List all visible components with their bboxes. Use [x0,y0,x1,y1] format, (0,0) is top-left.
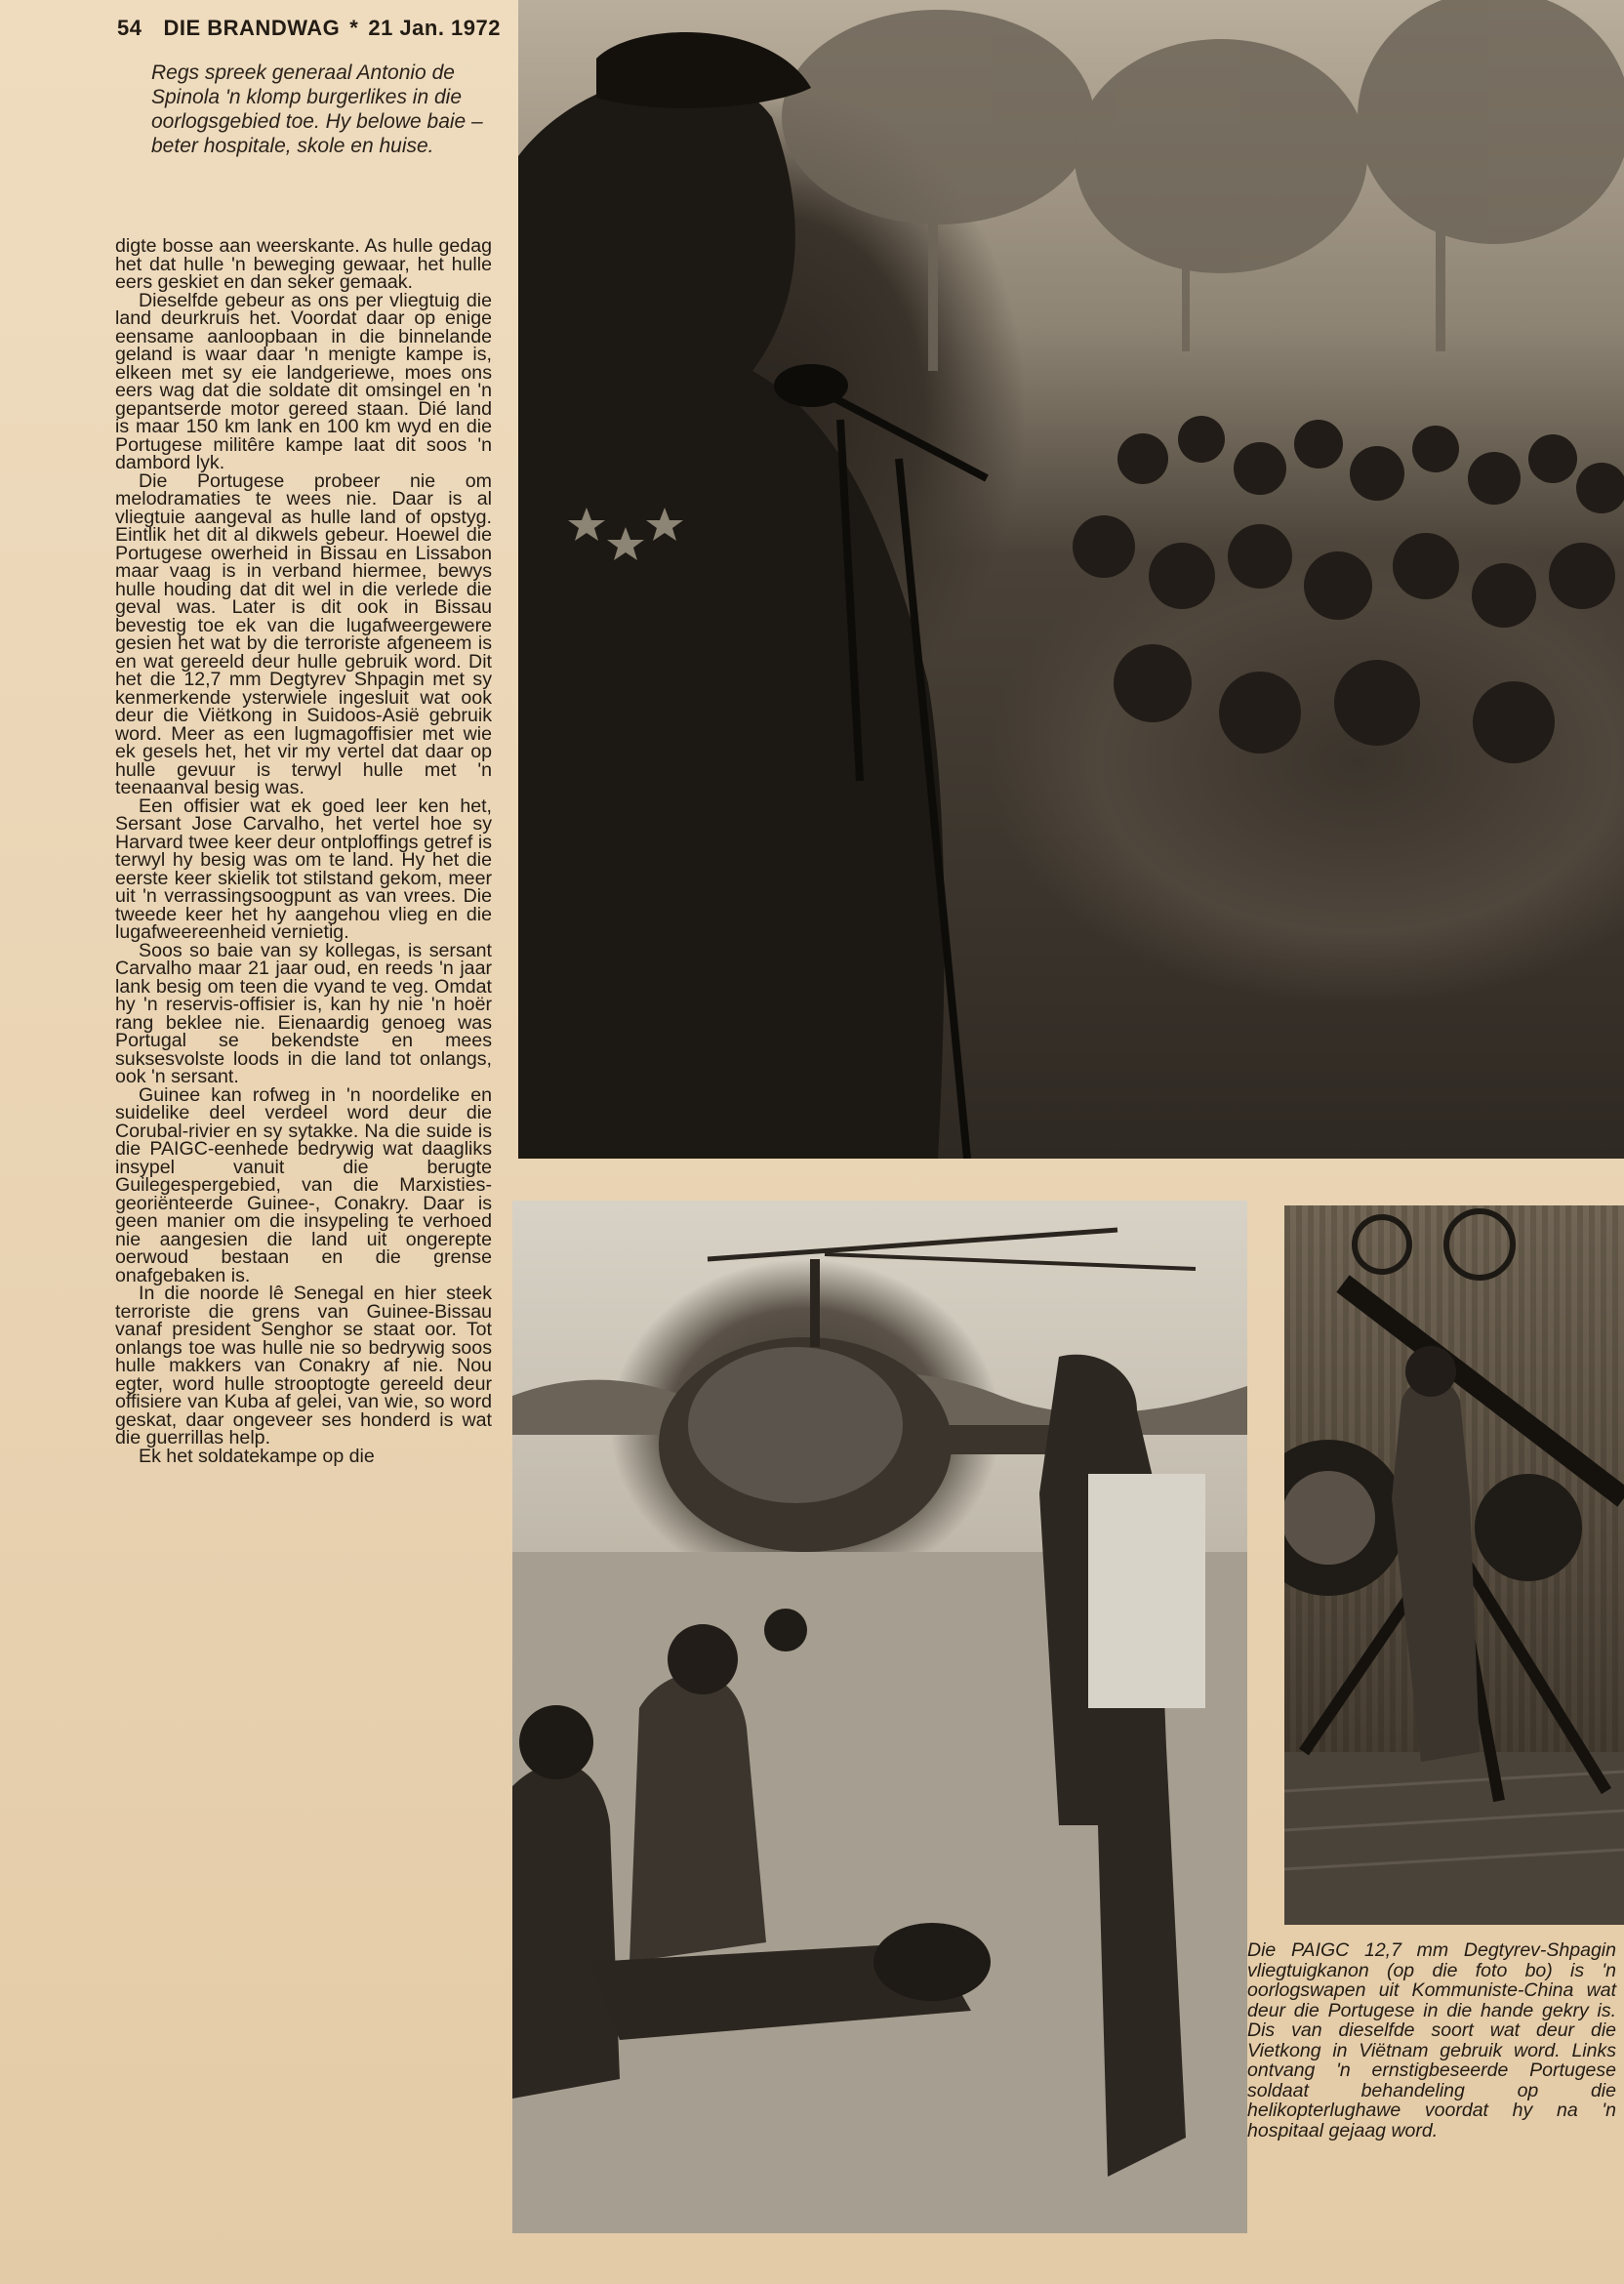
article-paragraph: Die Portugese probeer nie om melodramaties te wees nie. Daar is al vliegtuie aangeval as hulle land of opstyg. Eintlik het dit al dikwels gebeur. Hoewel die Portugese owerheid in Bissau en Lissabon maar vaag is in verband hiermee, bewys hulle houding dat dit wel in die verlede die geval was. Later is dit ook in Bissau bevestig toe ek van die lugafweergewere gesien het wat by die terroriste afgeneem is en wat gereeld deur hulle gebruik word. Dit het die 12,7 mm Degtyrev Shpagin met sy kenmerkende ysterwiele ingesluit wat ook deur die Viëtkong in Suidoos-Asië gebruik word. Meer as een lugmagoffisier met wie ek gesels het, het vir my vertel dat daar op hulle gevuur is terwyl hulle met 'n teenaanval besig was. [115,469,492,798]
gun-photo-caption: Die PAIGC 12,7 mm Degtyrev-Shpagin vliegtuigkanon (op die foto bo) is 'n oorlogswapen uit Kommuniste-China wat deur die Portugese in die hande gekry is. Dis van dieselfde soort wat deur die Vietkong in Viëtnam gebruik word. Links ontvang 'n ernstigbeseerde Portugese soldaat behandeling op die helikopterlughawe voordat hy na 'n hospitaal gejaag word. [1247,1939,1616,2141]
general-speaking-illustration [518,0,1624,1159]
page-header [117,12,537,45]
general-speaking-photo [518,0,1624,1159]
article-paragraph: digte bosse aan weerskante. As hulle gedag het dat hulle 'n beweging gewaar, het hulle eers geskiet en dan seker gemaak. [115,235,492,293]
helicopter-scene-illustration [512,1201,1247,2233]
publication-name: DIE BRANDWAG [163,16,341,40]
article-paragraph: Soos so baie van sy kollegas, is sersant Carvalho maar 21 jaar oud, en reeds 'n jaar lank besig om teen die vyand te veg. Omdat hy 'n reservis-offisier is, kan hy nie 'n hoër rang beklee nie. Eienaardig genoeg was Portugal se bekendste en mees suksesvolste loods in die land tot onlangs, ook 'n sersant. [115,939,492,1087]
anti-aircraft-gun-illustration [1284,1205,1624,1925]
issue-date: 21 Jan. 1972 [368,16,501,40]
helicopter-wounded-soldier-photo [512,1201,1247,2233]
page-number: 54 [117,16,142,40]
article-paragraph: In die noorde lê Senegal en hier steek terroriste die grens van Guinee-Bissau vanaf president Senghor se staat oor. Tot onlangs toe was hulle nie so bedrywig soos hulle makkers van Conakry af nie. Nou egter, word hulle strooptogte gereeld deur offisiere van Kuba af gelei, van wie, so word geskat, daar ongeveer ses honderd is wat die guerrillas help. [115,1283,492,1448]
article-column [115,237,492,2199]
article-paragraph: Guinee kan rofweg in 'n noordelike en suidelike deel verdeel word deur die Corubal-rivier en sy sytakke. Na die suide is die PAIGC-eenhede bedrywig wat daagliks insypel vanuit die berugte Guilegespergebied, van die Marxisties-georiënteerde Guinee-, Conakry. Daar is geen manier om die insypeling te verhoed nie aangesien die land uit ongerepte oerwoud bestaan en die grense onafgebaken is. [115,1083,492,1286]
article-paragraph: Ek het soldatekampe op die [139,1445,375,1467]
header-separator: * [349,16,359,40]
article-paragraph: Dieselfde gebeur as ons per vliegtuig die land deurkruis het. Voordat daar op enige eensame aanloopbaan in die binnelande geland is waar daar 'n menigte kampe is, elkeen met sy eie landgeriewe, moes ons eers wag dat die soldate dit omsingel en 'n gepantserde motor gereed staan. Dié land is maar 150 km lank en 100 km wyd en die Portugese militêre kampe laat dit soos 'n dambord lyk. [115,289,492,473]
top-photo-caption: Regs spreek generaal Antonio de Spinola 'n klomp burgerlikes in die oorlogsgebied toe. Hy belowe baie – beter hospitale, skole en huise. [151,61,483,157]
anti-aircraft-gun-photo [1284,1205,1624,1925]
article-paragraph: Een offisier wat ek goed leer ken het, Sersant Jose Carvalho, het vertel hoe sy Harvard twee keer deur ontploffings getref is terwyl hy besig was om te land. Hy het die eerste keer skielik tot stilstand gekom, meer uit 'n verrassingsoogpunt as van vrees. Die tweede keer het hy aangehou vlieg en die lugafweereenheid vernietig. [115,795,492,943]
